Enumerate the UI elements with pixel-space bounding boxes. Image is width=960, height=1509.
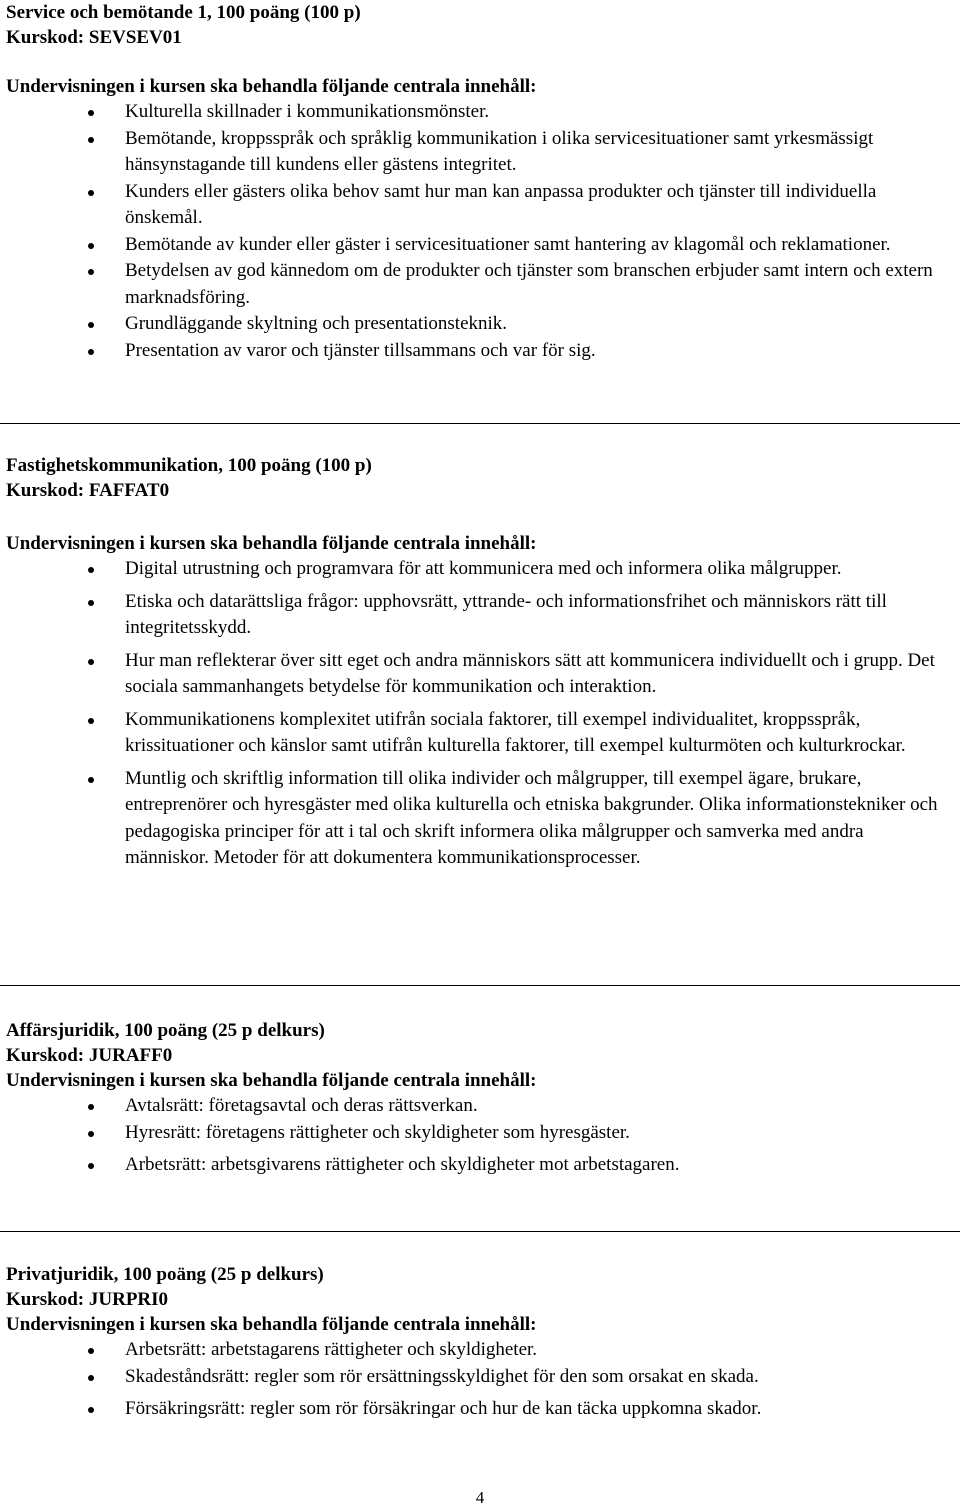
- list-item: Avtalsrätt: företagsavtal och deras rättsverkan.: [6, 1093, 956, 1120]
- content-list: [6, 1093, 956, 1179]
- list-item: Kommunikationens komplexitet utifrån sociala faktorer, till exempel individualitet, kroppsspråk, krissituationer och känslor samt utifrån kulturella faktorer, till exempel kulturmöten och kulturkrockar.: [6, 707, 956, 760]
- bullet-icon: [88, 243, 94, 249]
- bullet-icon: [88, 1375, 94, 1381]
- list-item: Grundläggande skyltning och presentationsteknik.: [6, 311, 956, 338]
- course-section-fastighet: [6, 453, 956, 872]
- list-item: Hyresrätt: företagens rättigheter och skyldigheter som hyresgäster.: [6, 1120, 956, 1147]
- list-item: Presentation av varor och tjänster tillsammans och var för sig.: [6, 338, 956, 365]
- course-section-affarsjuridik: [6, 1018, 956, 1179]
- list-item: Kulturella skillnader i kommunikationsmönster.: [6, 99, 956, 126]
- course-section-service: [6, 0, 956, 364]
- bullet-icon: [88, 110, 94, 116]
- content-label: Undervisningen i kursen ska behandla följande centrala innehåll:: [6, 1070, 537, 1091]
- list-item: Skadeståndsrätt: regler som rör ersättningsskyldighet för den som orsakat en skada.: [6, 1364, 956, 1391]
- course-title: Service och bemötande 1, 100 poäng (100 p): [6, 2, 361, 23]
- section-divider: [0, 1231, 960, 1232]
- course-title: Affärsjuridik, 100 poäng (25 p delkurs): [6, 1020, 325, 1041]
- bullet-icon: [88, 1131, 94, 1137]
- bullet-icon: [88, 1407, 94, 1413]
- bullet-icon: [88, 349, 94, 355]
- course-title: Privatjuridik, 100 poäng (25 p delkurs): [6, 1264, 324, 1285]
- bullet-icon: [88, 718, 94, 724]
- content-label: Undervisningen i kursen ska behandla följande centrala innehåll:: [6, 76, 537, 97]
- list-item: Arbetsrätt: arbetsgivarens rättigheter och skyldigheter mot arbetstagaren.: [6, 1152, 956, 1179]
- bullet-icon: [88, 322, 94, 328]
- course-code: Kurskod: JURAFF0: [6, 1045, 173, 1066]
- bullet-icon: [88, 1104, 94, 1110]
- bullet-icon: [88, 567, 94, 573]
- course-code: Kurskod: JURPRI0: [6, 1289, 169, 1310]
- section-divider: [0, 985, 960, 986]
- bullet-icon: [88, 137, 94, 143]
- list-item: Bemötande av kunder eller gäster i servicesituationer samt hantering av klagomål och reklamationer.: [6, 232, 956, 259]
- bullet-icon: [88, 1348, 94, 1354]
- course-code: Kurskod: FAFFAT0: [6, 480, 170, 501]
- list-item: Betydelsen av god kännedom om de produkter och tjänster som branschen erbjuder samt intern och extern marknadsföring.: [6, 258, 956, 311]
- content-list: [6, 1337, 956, 1423]
- list-item: Arbetsrätt: arbetstagarens rättigheter och skyldigheter.: [6, 1337, 956, 1364]
- course-title: Fastighetskommunikation, 100 poäng (100 p): [6, 455, 372, 476]
- page-number: 4: [475, 1488, 485, 1507]
- bullet-icon: [88, 659, 94, 665]
- list-item: Muntlig och skriftlig information till olika individer och målgrupper, till exempel ägare, brukare, entreprenörer och hyresgäster med olika kulturella och etniska bakgrunder. Olika informationstekniker och pedagogiska principer för att i tal och skrift informera olika målgrupper och samverka med andra människor. Metoder för att dokumentera kommunikationsprocesser.: [6, 766, 956, 872]
- bullet-icon: [88, 1163, 94, 1169]
- course-section-privatjuridik: [6, 1262, 956, 1423]
- content-label: Undervisningen i kursen ska behandla följande centrala innehåll:: [6, 533, 537, 554]
- section-divider: [0, 423, 960, 424]
- list-item: Etiska och datarättsliga frågor: upphovsrätt, yttrande- och informationsfrihet och människors rätt till integritetsskydd.: [6, 589, 956, 642]
- bullet-icon: [88, 600, 94, 606]
- bullet-icon: [88, 269, 94, 275]
- content-list: [6, 99, 956, 364]
- list-item: Kunders eller gästers olika behov samt hur man kan anpassa produkter och tjänster till individuella önskemål.: [6, 179, 956, 232]
- list-item: Försäkringsrätt: regler som rör försäkringar och hur de kan täcka uppkomna skador.: [6, 1396, 956, 1423]
- content-label: Undervisningen i kursen ska behandla följande centrala innehåll:: [6, 1314, 537, 1335]
- course-code: Kurskod: SEVSEV01: [6, 27, 182, 48]
- bullet-icon: [88, 190, 94, 196]
- list-item: Bemötande, kroppsspråk och språklig kommunikation i olika servicesituationer samt yrkesmässigt hänsynstagande till kundens eller gästens integritet.: [6, 126, 956, 179]
- list-item: Hur man reflekterar över sitt eget och andra människors sätt att kommunicera individuellt och i grupp. Det sociala sammanhangets betydelse för kommunikation och interaktion.: [6, 648, 956, 701]
- list-item: Digital utrustning och programvara för att kommunicera med och informera olika målgrupper.: [6, 556, 956, 583]
- content-list: [6, 556, 956, 872]
- bullet-icon: [88, 777, 94, 783]
